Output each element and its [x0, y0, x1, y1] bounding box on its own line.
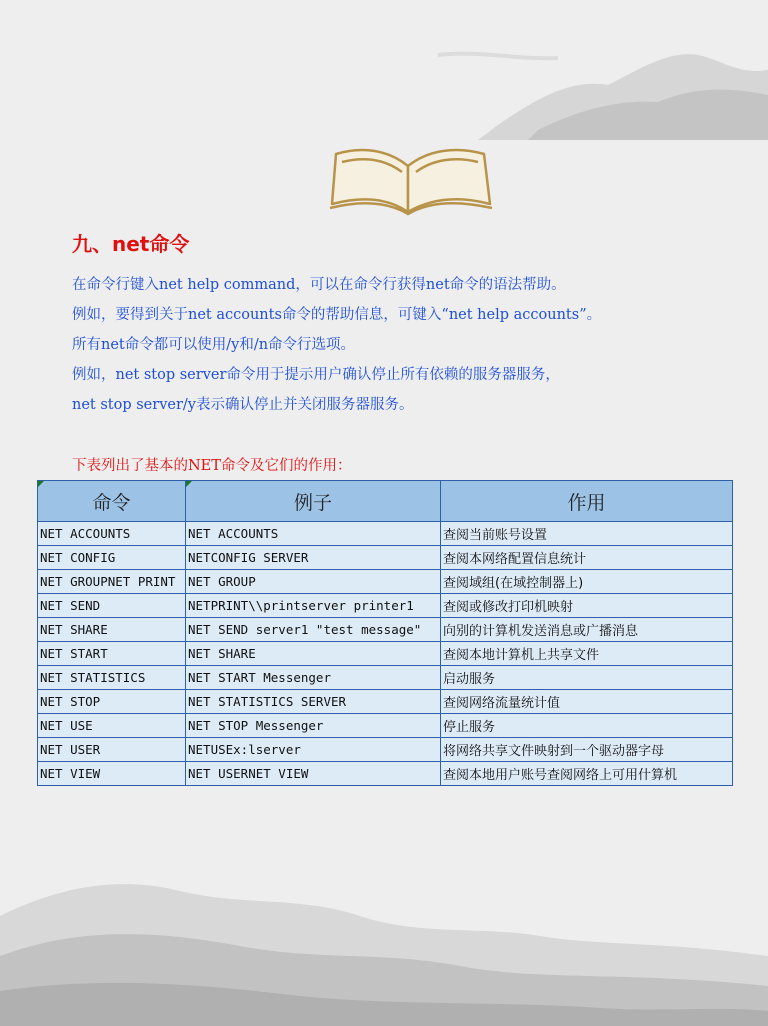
table-row: [38, 546, 733, 570]
table-row: [38, 738, 733, 762]
header-command: 命令: [38, 481, 186, 522]
table-header-row: [38, 481, 733, 522]
cell-example: NETCONFIG SERVER: [186, 546, 441, 570]
cell-purpose: 向别的计算机发送消息或广播消息: [441, 618, 733, 642]
cell-command: NET STOP: [38, 690, 186, 714]
open-book-icon: [328, 142, 494, 216]
table-row: [38, 618, 733, 642]
table-row: [38, 570, 733, 594]
table-row: [38, 690, 733, 714]
ink-mountains-top: [438, 30, 768, 140]
cell-purpose: 查阅域组(在域控制器上): [441, 570, 733, 594]
cell-command: NET SEND: [38, 594, 186, 618]
ink-mountains-bottom: [0, 856, 768, 1026]
cell-purpose: 查阅本地用户账号查阅网络上可用什算机: [441, 762, 733, 786]
cell-purpose: 查阅本地计算机上共享文件: [441, 642, 733, 666]
cell-command: NET GROUPNET PRINT: [38, 570, 186, 594]
table-row: [38, 642, 733, 666]
cell-purpose: 查阅或修改打印机映射: [441, 594, 733, 618]
paragraph-line: net stop server/y表示确认停止并关闭服务器服务。: [72, 397, 414, 413]
paragraph-line: 所有net命令都可以使用/y和/n命令行选项。: [72, 337, 356, 353]
table-row: [38, 594, 733, 618]
cell-purpose: 将网络共享文件映射到一个驱动器字母: [441, 738, 733, 762]
cell-example: NET GROUP: [186, 570, 441, 594]
table-row: [38, 714, 733, 738]
cell-example: NETUSEx:lserver: [186, 738, 441, 762]
paragraph-line: 例如，net stop server命令用于提示用户确认停止所有依赖的服务器服务，: [72, 367, 560, 383]
cell-command: NET SHARE: [38, 618, 186, 642]
cell-purpose: 查阅网络流量统计值: [441, 690, 733, 714]
cell-command: NET USE: [38, 714, 186, 738]
table-caption: 下表列出了基本的NET命令及它们的作用：: [72, 458, 352, 474]
paragraph-line: 例如，要得到关于net accounts命令的帮助信息，可键入“net help accounts”。: [72, 307, 602, 323]
table-row: [38, 666, 733, 690]
cell-purpose: 查阅本网络配置信息统计: [441, 546, 733, 570]
cell-example: NETPRINT\\printserver printer1: [186, 594, 441, 618]
cell-command: NET STATISTICS: [38, 666, 186, 690]
cell-command: NET ACCOUNTS: [38, 522, 186, 546]
cell-example: NET ACCOUNTS: [186, 522, 441, 546]
cell-command: NET USER: [38, 738, 186, 762]
cell-purpose: 查阅当前账号设置: [441, 522, 733, 546]
cell-example: NET STOP Messenger: [186, 714, 441, 738]
table-row: [38, 522, 733, 546]
cell-example: NET SHARE: [186, 642, 441, 666]
cell-purpose: 启动服务: [441, 666, 733, 690]
header-purpose: 作用: [441, 481, 733, 522]
cell-command: NET VIEW: [38, 762, 186, 786]
cell-command: NET START: [38, 642, 186, 666]
cell-purpose: 停止服务: [441, 714, 733, 738]
cell-example: NET START Messenger: [186, 666, 441, 690]
cell-command: NET CONFIG: [38, 546, 186, 570]
cell-example: NET USERNET VIEW: [186, 762, 441, 786]
header-example: 例子: [186, 481, 441, 522]
cell-example: NET STATISTICS SERVER: [186, 690, 441, 714]
net-command-table: [37, 480, 733, 786]
table-row: [38, 762, 733, 786]
cell-example: NET SEND server1 "test message": [186, 618, 441, 642]
paragraph-line: 在命令行键入net help command，可以在命令行获得net命令的语法帮助。: [72, 277, 566, 293]
page-title: 九、net命令: [72, 232, 190, 256]
intro-paragraph: [72, 270, 712, 420]
